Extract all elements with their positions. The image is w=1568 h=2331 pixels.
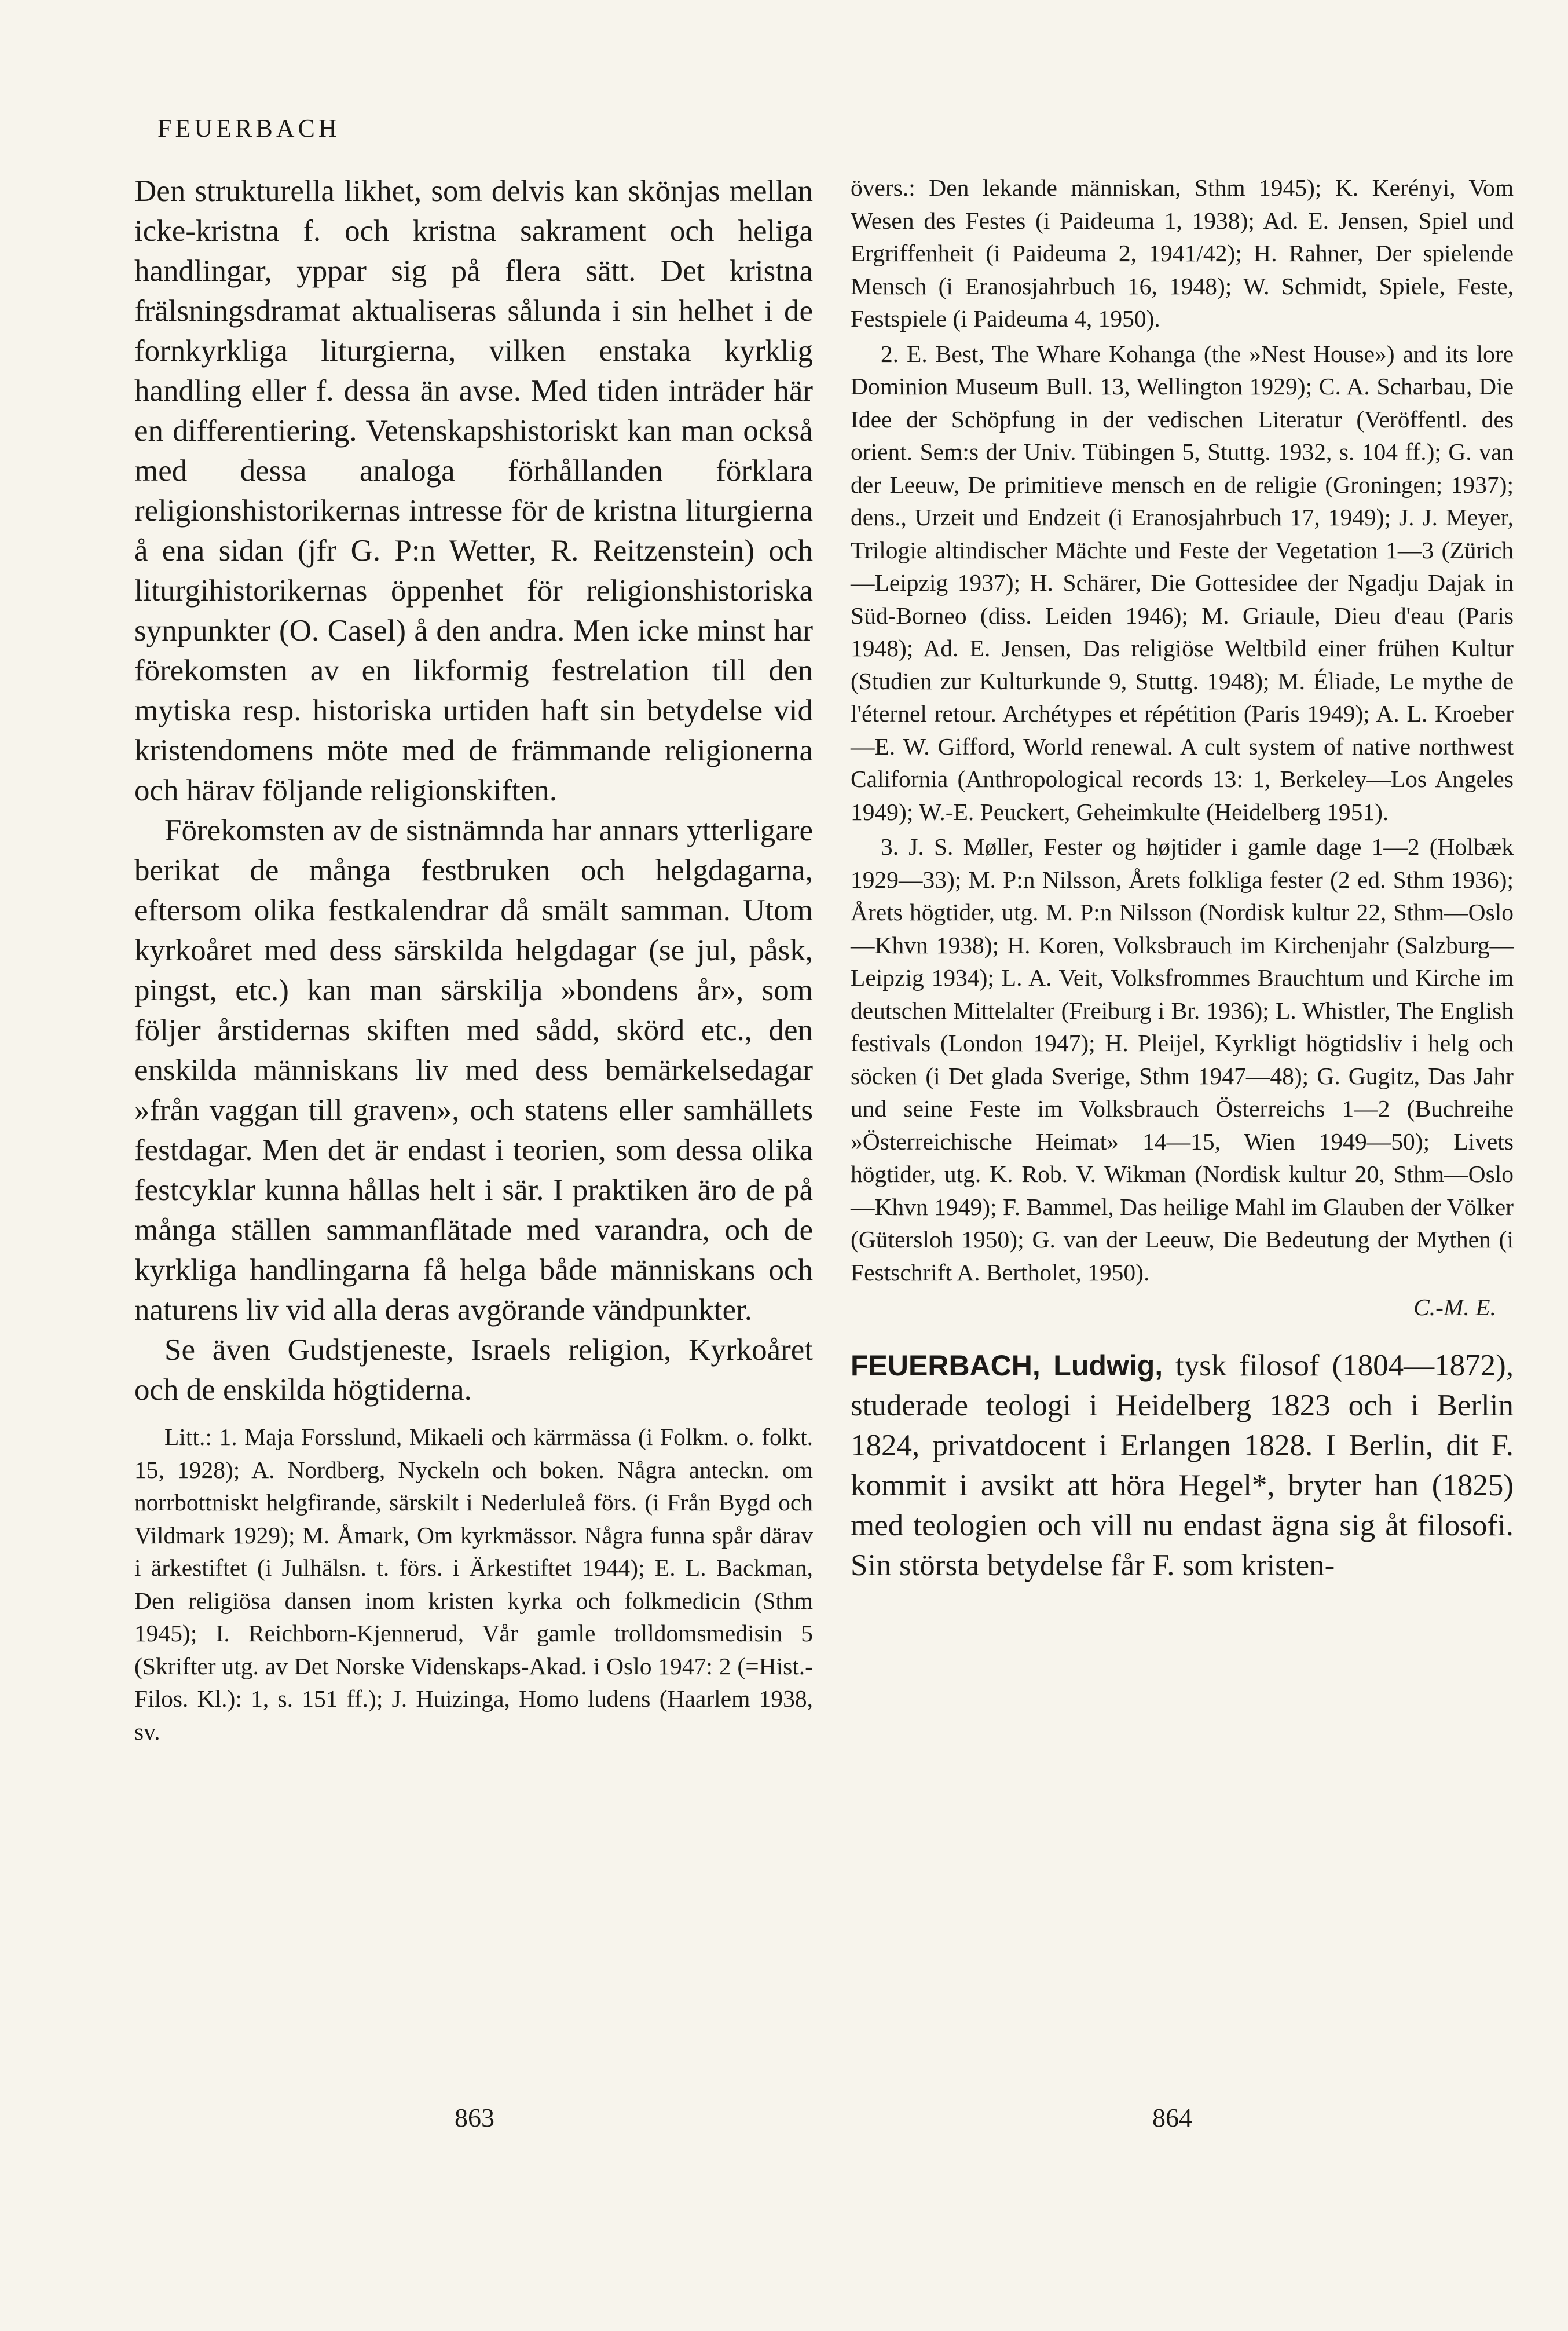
paragraph: Den strukturella likhet, som delvis kan skönjas mellan icke-kristna f. och kristna sakrament och heliga handlingar, yppar sig på flera sätt. Det kristna frälsningsdramat aktualiseras sålunda i sin helhet i de fornkyrkliga liturgierna, vilken enstaka kyrklig handling eller f. dessa än avse. Med tiden inträder här en differentiering. Vetenskapshistoriskt kan man också med dessa analoga förhållanden förklara religionshistorikernas intresse för de kristna liturgierna å ena sidan (jfr G. P:n Wetter, R. Reitzenstein) och liturgihistorikernas öppenhet för religionshistoriska synpunkter (O. Casel) å den andra. Men icke minst har förekomsten av en likformig festrelation till den mytiska resp. historiska urtiden haft sin betydelse vid kristendomens möte med de främmande religionerna och härav följande religionskiften. xyxy=(134,174,813,807)
author-signature: C.-M. E. xyxy=(1413,1294,1496,1320)
left-column xyxy=(134,171,813,1748)
page-number-right: 864 xyxy=(1152,2103,1192,2132)
entry-headword: FEUERBACH, Ludwig, xyxy=(851,1349,1163,1382)
literature-paragraph: 2. E. Best, The Whare Kohanga (the »Nest House») and its lore Dominion Museum Bull. 13, Wellington 1929); C. A. Scharbau, Die Idee der Schöpfung in der vedischen Literatur (Veröffentl. des orient. Sem:s der Univ. Tübingen 5, Stuttg. 1932, s. 104 ff.); G. van der Leeuw, De primitieve mensch en de religie (Groningen; 1937); dens., Urzeit und Endzeit (i Eranosjahrbuch 17, 1949); J. J. Meyer, Trilogie altindischer Mächte und Feste der Vegetation 1—3 (Zürich—Leipzig 1937); H. Schärer, Die Gottesidee der Ngadju Dajak in Süd-Borneo (diss. Leiden 1946); M. Griaule, Dieu d'eau (Paris 1948); Ad. E. Jensen, Das religiöse Weltbild einer frühen Kultur (Studien zur Kulturkunde 9, Stuttg. 1948); M. Éliade, Le mythe de l'éternel retour. Archétypes et répétition (Paris 1949); A. L. Kroeber—E. W. Gifford, World renewal. A cult system of native northwest California (Anthropological records 13: 1, Berkeley—Los Angeles 1949); W.-E. Peuckert, Geheimkulte (Heidelberg 1951). xyxy=(851,340,1514,825)
literature-paragraph: övers.: Den lekande människan, Sthm 1945); K. Kerényi, Vom Wesen des Festes (i Paideuma 1, 1938); Ad. E. Jensen, Spiel und Ergriffenheit (i Paideuma 2, 1941/42); H. Rahner, Der spielende Mensch (i Eranosjahrbuch 16, 1948); W. Schmidt, Spiele, Feste, Festspiele (i Paideuma 4, 1950). xyxy=(851,174,1514,332)
page-number-left: 863 xyxy=(455,2103,494,2132)
literature-section xyxy=(134,1421,813,1748)
main-text xyxy=(134,171,813,1410)
encyclopedia-entry xyxy=(851,1346,1514,1586)
literature-continued xyxy=(851,171,1514,1289)
running-head: FEUERBACH xyxy=(157,114,340,142)
paragraph: Förekomsten av de sistnämnda har annars ytterligare berikat de många festbruken och helgdagarna, eftersom olika festkalendrar då smält samman. Utom kyrkoåret med dess särskilda helgdagar (se jul, påsk, pingst, etc.) kan man särskilja »bondens år», som följer årstidernas skiften med sådd, skörd etc., den enskilda människans liv med dess bemärkelsedagar »från vaggan till graven», och statens eller samhällets festdagar. Men det är endast i teorien, som dessa olika festcyklar kunna hållas helt i sär. I praktiken äro de på många ställen sammanflätade med varandra, och de kyrkliga handlingarna få helga både människans och naturens liv vid alla deras avgörande vändpunkter. xyxy=(134,814,813,1327)
literature-paragraph: 3. J. S. Møller, Fester og højtider i gamle dage 1—2 (Holbæk 1929—33); M. P:n Nilsson, Årets folkliga fester (2 ed. Sthm 1936); Årets högtider, utg. M. P:n Nilsson (Nordisk kultur 22, Sthm—Oslo—Khvn 1938); H. Koren, Volksbrauch im Kirchenjahr (Salzburg—Leipzig 1934); L. A. Veit, Volksfrommes Brauchtum und Kirche im deutschen Mittelalter (Freiburg i Br. 1936); L. Whistler, The English festivals (London 1947); H. Pleijel, Kyrkligt högtidsliv i helg och söcken (i Det glada Sverige, Sthm 1947—48); G. Gugitz, Das Jahr und seine Feste im Volksbrauch Österreichs 1—2 (Buchreihe »Österreichische Heimat» 14—15, Wien 1949—50); Livets högtider, utg. K. Rob. V. Wikman (Nordisk kultur 20, Sthm—Oslo—Khvn 1949); F. Bammel, Das heilige Mahl im Glauben der Völker (Gütersloh 1950); G. van der Leeuw, Die Bedeutung der Mythen (i Festschrift A. Bertholet, 1950). xyxy=(851,833,1514,1286)
right-column xyxy=(851,171,1514,1586)
paragraph: Se även Gudstjeneste, Israels religion, Kyrkoåret och de enskilda högtiderna. xyxy=(134,1333,813,1407)
entry-text: tysk filosof (1804—1872), studerade teologi i Heidelberg 1823 och i Berlin 1824, privatdocent i Erlangen 1828. I Berlin, dit F. kommit i avsikt att höra Hegel*, bryter han (1825) med teologien och vill nu endast ägna sig åt filosofi. Sin största betydelse får F. som kristen- xyxy=(851,1348,1514,1582)
literature-paragraph: Litt.: 1. Maja Forsslund, Mikaeli och kärrmässa (i Folkm. o. folkt. 15, 1928); A. Nordberg, Nyckeln och boken. Några anteckn. om norrbottniskt helgfirande, särskilt i Nederluleå förs. (i Från Bygd och Vildmark 1929); M. Åmark, Om kyrkmässor. Några funna spår därav i ärkestiftet (i Julhälsn. t. förs. i Ärkestiftet 1944); E. L. Backman, Den religiösa dansen inom kristen kyrka och folkmedicin (Sthm 1945); I. Reichborn-Kjennerud, Vår gamle trolldomsmedisin 5 (Skrifter utg. av Det Norske Videnskaps-Akad. i Oslo 1947: 2 (=Hist.-Filos. Kl.): 1, s. 151 ff.); J. Huizinga, Homo ludens (Haarlem 1938, sv. xyxy=(134,1424,813,1745)
